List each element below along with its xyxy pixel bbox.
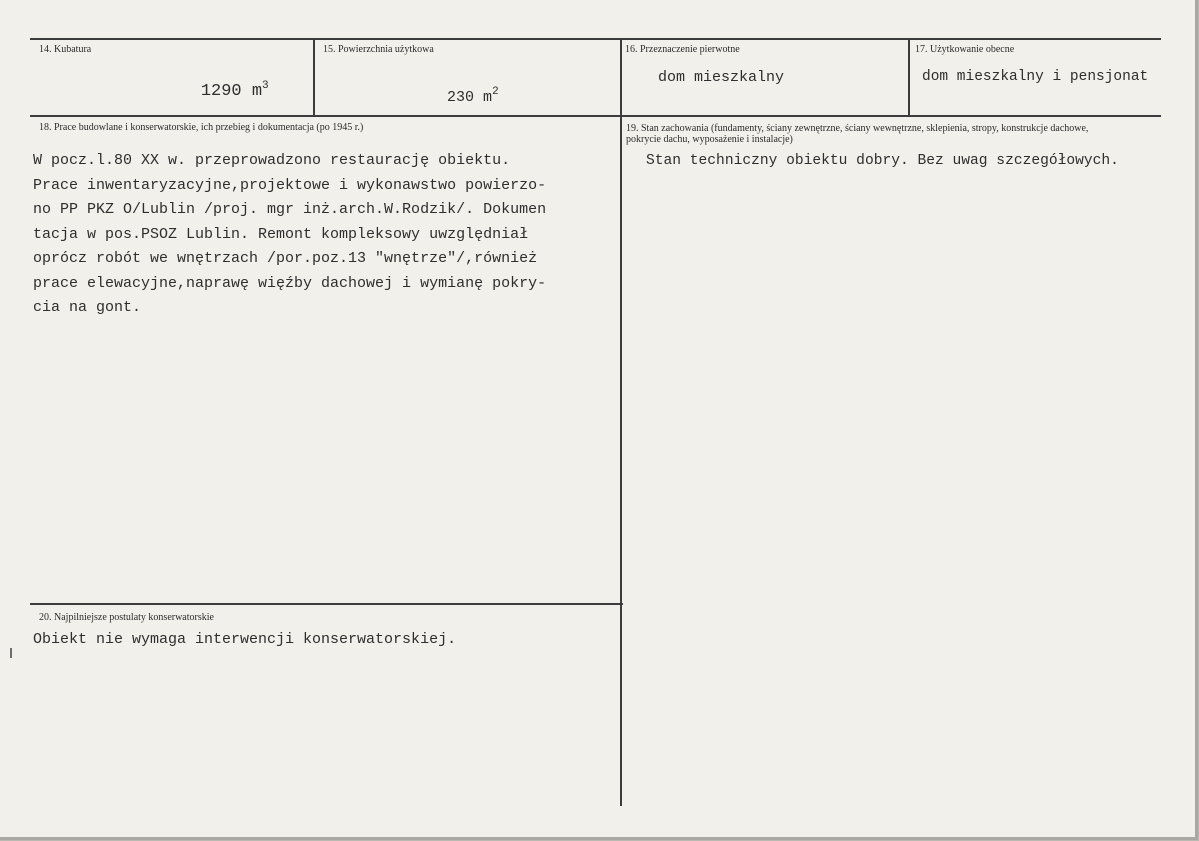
kubatura-unit-exponent: 3	[262, 80, 269, 92]
field-18-line: prace elewacyjne,naprawę więźby dachowej i wymianę pokry-	[33, 274, 547, 292]
area-unit-exponent: 2	[492, 86, 499, 98]
field-19-label-line-2: pokrycie dachu, wyposażenie i instalacje)	[626, 134, 793, 145]
field-18-line: tacja w pos.PSOZ Lublin. Remont kompleksowy uwzględniał	[33, 225, 529, 243]
field-18-line: cia na gont.	[33, 299, 142, 316]
area-unit: m	[483, 89, 493, 106]
kubatura-value: 1290	[200, 82, 242, 101]
field-17-value: dom mieszkalny i pensjonat	[922, 69, 1149, 85]
field-18-text	[33, 149, 546, 321]
field-16-label: 16. Przeznaczenie pierwotne	[625, 44, 740, 55]
paper-mark	[10, 648, 12, 658]
field-20-label: 20. Najpilniejsze postulaty konserwatorskie	[39, 612, 214, 623]
field-18-line: Prace inwentaryzacyjne,projektowe i wykonawstwo powierzo-	[33, 176, 547, 194]
field-14-label: 14. Kubatura	[39, 44, 92, 55]
field-20-value: Obiekt nie wymaga interwencji konserwatorskiej.	[33, 631, 457, 648]
field-16-value: dom mieszkalny	[658, 69, 785, 86]
field-14-value	[160, 61, 269, 120]
field-15-label: 15. Powierzchnia użytkowa	[323, 44, 434, 55]
area-value: 230	[447, 89, 475, 106]
top-rule	[30, 38, 1161, 40]
field-15-value	[411, 69, 499, 123]
field-18-label: 18. Prace budowlane i konserwatorskie, ich przebieg i dokumentacja (po 1945 r.)	[39, 122, 364, 133]
field-17-label: 17. Użytkowanie obecne	[915, 44, 1015, 55]
field-18-line: no PP PKZ O/Lublin /proj. mgr inż.arch.W.Rodzik/. Dokumen	[33, 201, 547, 218]
kubatura-unit: m	[251, 82, 263, 101]
column-divider-3	[908, 38, 910, 117]
column-divider-1	[313, 38, 315, 117]
field-18-line: oprócz robót we wnętrzach /por.poz.13 "wnętrze"/,również	[33, 250, 538, 267]
field-19-label-line-1: 19. Stan zachowania (fundamenty, ściany zewnętrzne, ściany wewnętrzne, sklepienia, stropy, konstrukcje dachowe,	[626, 123, 1089, 134]
field-19-value: Stan techniczny obiektu dobry. Bez uwag szczegółowych.	[646, 153, 1119, 169]
field-18-line: W pocz.l.80 XX w. przeprowadzono restaurację obiektu.	[33, 152, 511, 169]
column-divider-2	[620, 38, 622, 806]
section-20-top-rule	[30, 603, 623, 605]
